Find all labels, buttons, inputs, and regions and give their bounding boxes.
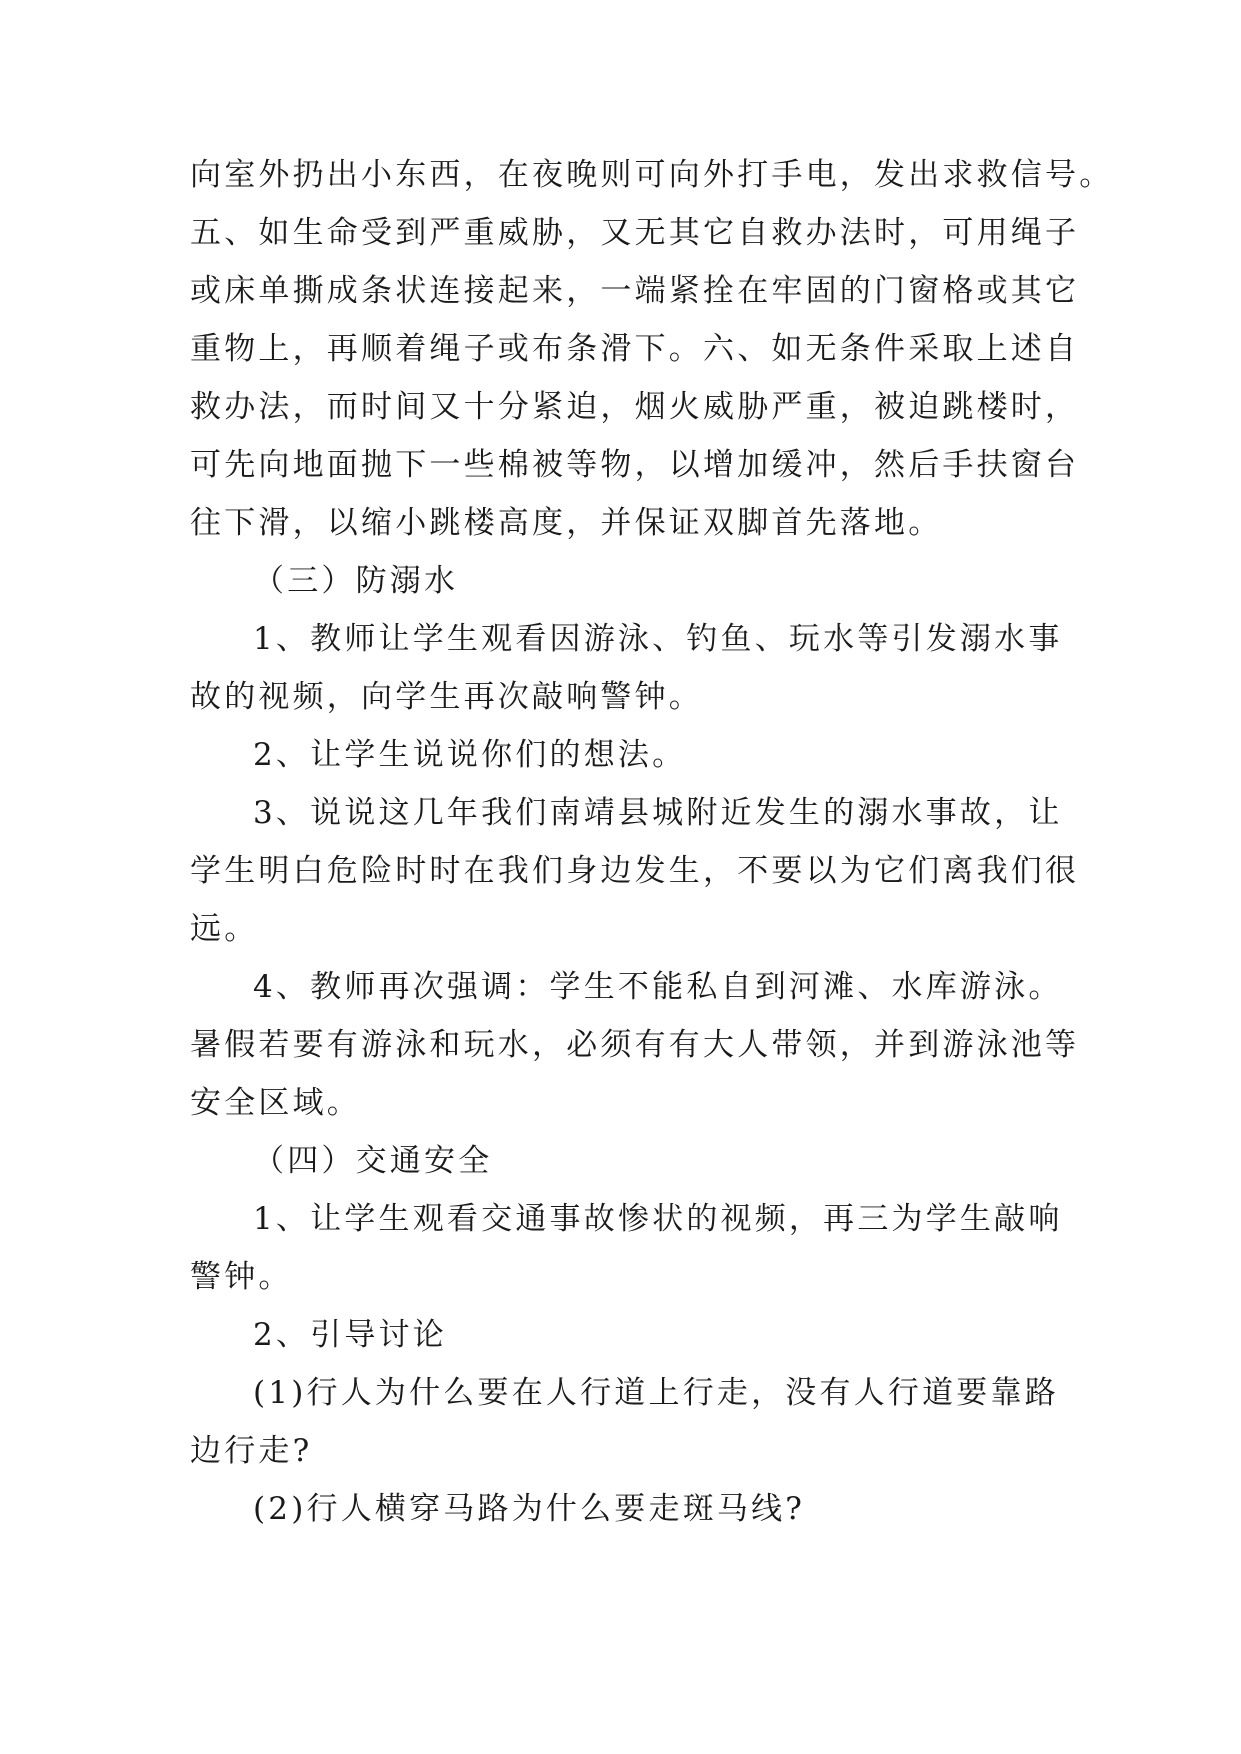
text-line: 3、说说这几年我们南靖县城附近发生的溺水事故，让 <box>253 795 1063 831</box>
text-line: (1)行人为什么要在人行道上行走，没有人行道要靠路 <box>253 1375 1059 1411</box>
text-line: 暑假若要有游泳和玩水，必须有有大人带领，并到游泳池等 <box>190 1027 1080 1063</box>
text-line: 警钟。 <box>190 1259 293 1295</box>
text-line: 救办法，而时间又十分紧迫，烟火威胁严重，被迫跳楼时， <box>190 389 1080 425</box>
text-line: 往下滑，以缩小跳楼高度，并保证双脚首先落地。 <box>190 505 943 541</box>
text-line: 1、让学生观看交通事故惨状的视频，再三为学生敲响 <box>253 1201 1063 1237</box>
section-heading-drowning: （三）防溺水 <box>253 563 459 599</box>
text-line: 可先向地面抛下一些棉被等物，以增加缓冲，然后手扶窗台 <box>190 447 1080 483</box>
text-line: 或床单撕成条状连接起来，一端紧拴在牢固的门窗格或其它 <box>190 273 1080 309</box>
text-line: 学生明白危险时时在我们身边发生，不要以为它们离我们很 <box>190 853 1080 889</box>
text-line: 1、教师让学生观看因游泳、钓鱼、玩水等引发溺水事 <box>253 621 1063 657</box>
text-line: 4、教师再次强调：学生不能私自到河滩、水库游泳。 <box>253 969 1063 1005</box>
text-line: (2)行人横穿马路为什么要走斑马线? <box>253 1491 806 1527</box>
text-line: 边行走? <box>190 1433 313 1469</box>
text-line: 五、如生命受到严重威胁，又无其它自救办法时，可用绳子 <box>190 215 1080 251</box>
text-line: 向室外扔出小东西，在夜晚则可向外打手电，发出求救信号。 <box>190 157 1114 193</box>
text-line: 远。 <box>190 911 259 947</box>
text-line: 安全区域。 <box>190 1085 361 1121</box>
text-line: 重物上，再顺着绳子或布条滑下。六、如无条件采取上述自 <box>190 331 1080 367</box>
text-line: 2、引导讨论 <box>253 1317 447 1353</box>
section-heading-traffic-safety: （四）交通安全 <box>253 1143 493 1179</box>
text-line: 2、让学生说说你们的想法。 <box>253 737 687 773</box>
text-line: 故的视频，向学生再次敲响警钟。 <box>190 679 703 715</box>
